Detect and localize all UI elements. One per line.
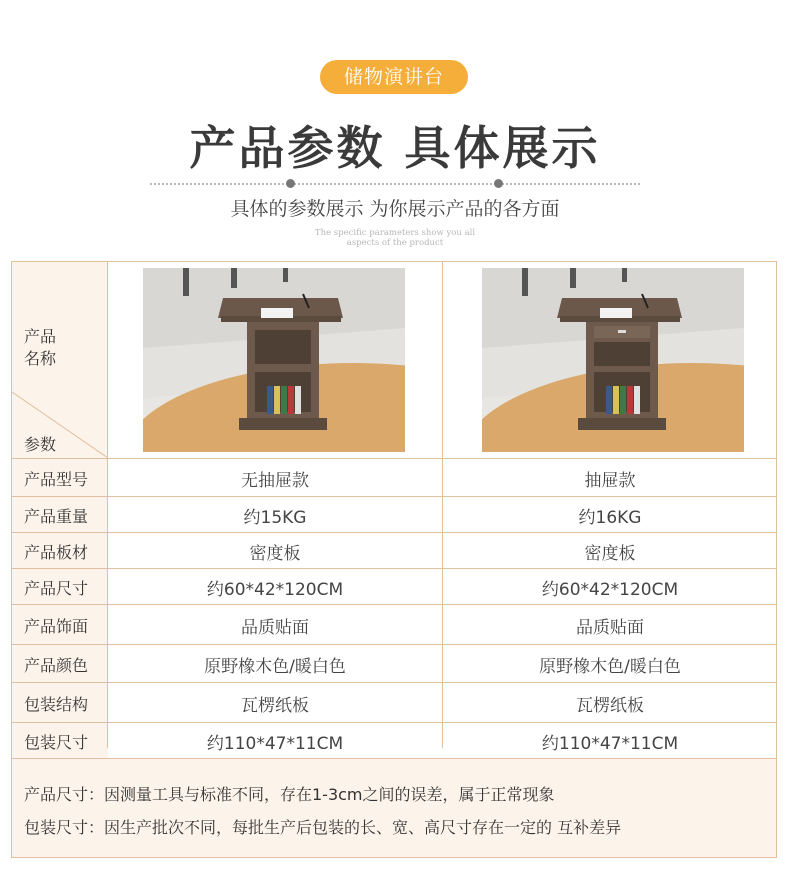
spec-label: 产品重量 (24, 507, 89, 526)
spec-value-left: 瓦楞纸板 (241, 696, 309, 716)
spec-value-right: 品质贴面 (576, 618, 644, 638)
page-subtitle: 具体的参数展示 为你展示产品的各方面 (230, 198, 560, 220)
spec-value-left: 密度板 (249, 544, 301, 564)
spec-label: 产品板材 (24, 543, 89, 562)
spec-value-left: 约15KG (243, 508, 307, 528)
spec-label: 包装尺寸 (24, 733, 89, 752)
english-subtitle (300, 228, 490, 248)
corner-header-param: 参数 (24, 435, 57, 454)
spec-value-right: 密度板 (584, 544, 636, 564)
spec-label: 包装结构 (24, 695, 89, 714)
spec-label: 产品尺寸 (24, 579, 89, 598)
spec-value-right: 约110*47*11CM (541, 734, 679, 754)
spec-value-right: 瓦楞纸板 (576, 696, 644, 716)
english-subtitle-line2: aspects of the product (346, 238, 444, 248)
title-divider (150, 183, 640, 185)
spec-value-left: 约60*42*120CM (206, 580, 344, 600)
spec-label: 产品颜色 (24, 656, 89, 675)
spec-value-left: 约110*47*11CM (206, 734, 344, 754)
spec-value-left: 品质贴面 (241, 618, 309, 638)
product-photo-no-drawer (143, 268, 405, 452)
spec-label: 产品型号 (24, 470, 89, 489)
spec-table (11, 261, 777, 858)
spec-value-right: 约16KG (578, 508, 642, 528)
spec-value-left: 无抽屉款 (241, 471, 309, 491)
spec-value-left: 原野橡木色/暖白色 (204, 657, 346, 677)
note-product-size: 产品尺寸：因测量工具与标准不同，存在1-3cm之间的误差，属于正常现象 (24, 785, 555, 804)
spec-label: 产品饰面 (24, 617, 89, 636)
divider-dot (286, 179, 295, 188)
note-package-size: 包装尺寸：因生产批次不同，每批生产后包装的长、宽、高尺寸存在一定的 互补差异 (24, 818, 622, 837)
divider-dot (494, 179, 503, 188)
product-photo-drawer (482, 268, 744, 452)
spec-value-right: 抽屉款 (584, 471, 636, 491)
spec-value-right: 原野橡木色/暖白色 (539, 657, 681, 677)
spec-value-right: 约60*42*120CM (541, 580, 679, 600)
category-badge: 储物演讲台 (320, 60, 468, 94)
corner-header-name: 产品 名称 (24, 327, 57, 368)
english-subtitle-line1: The specific parameters show you all (314, 228, 476, 238)
page-title: 产品参数 具体展示 (189, 121, 601, 175)
